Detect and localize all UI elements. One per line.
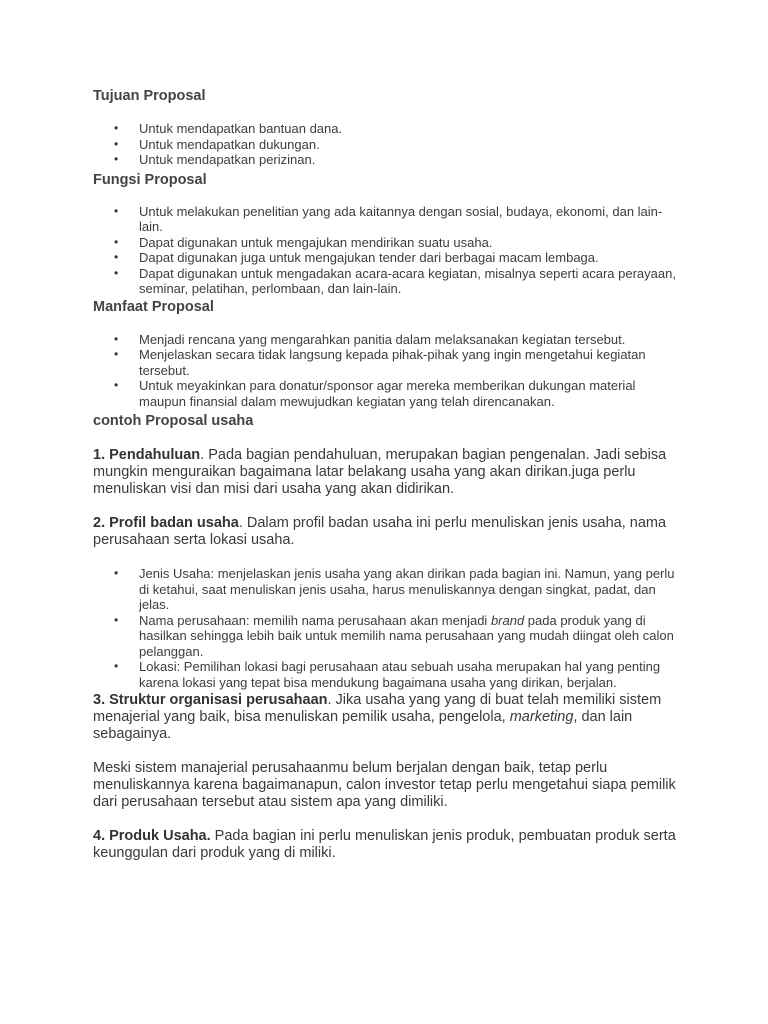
heading-contoh: contoh Proposal usaha (93, 413, 254, 429)
section-title: 3. Struktur organisasi perusahaan (93, 692, 328, 708)
list-item: • Menjadi rencana yang mengarahkan panitia dalam melaksanakan kegiatan tersebut. (93, 332, 683, 348)
section-text: . Pada bagian pendahuluan, merupakan bagian pengenalan. Jadi sebisa mungkin menguraikan bagaimana latar belakang usaha yang akan dirikan.juga perlu menuliskan visi dan misi dari usaha yang akan didirikan. (93, 447, 667, 497)
section-title: 4. Produk Usaha. (93, 828, 211, 844)
heading-tujuan: Tujuan Proposal (93, 88, 206, 104)
section-pendahuluan (93, 447, 683, 498)
heading-manfaat: Manfaat Proposal (93, 298, 214, 315)
list-item: • Dapat digunakan untuk mengajukan mendirikan suatu usaha. (93, 235, 683, 251)
list-item: • Jenis Usaha: menjelaskan jenis usaha yang akan dirikan pada bagian ini. Namun, yang perlu di ketahui, saat menuliskan jenis usaha, harus menuliskannya dengan singkat, padat, dan jelas. (93, 566, 683, 613)
list-fungsi (93, 204, 683, 297)
section-produk (93, 828, 683, 862)
list-item: • Lokasi: Pemilihan lokasi bagi perusahaan atau sebuah usaha merupakan hal yang penting karena lokasi yang tepat bisa mendukung bagaimana usaha yang dirikan, berjalan. (93, 659, 683, 690)
list-item: • Dapat digunakan juga untuk mengajukan tender dari berbagai macam lembaga. (93, 250, 683, 266)
document-page (93, 86, 683, 862)
list-tujuan (93, 121, 683, 168)
list-item: • Untuk melakukan penelitian yang ada kaitannya dengan sosial, budaya, ekonomi, dan lain-lain. (93, 204, 683, 235)
list-profil (93, 566, 683, 690)
list-item: • Untuk mendapatkan bantuan dana. (93, 121, 683, 137)
list-item: • Dapat digunakan untuk mengadakan acara-acara kegiatan, misalnya seperti acara perayaan, seminar, pelatihan, perlombaan, dan lain-lain. (93, 266, 683, 297)
section-struktur-para2: Meski sistem manajerial perusahaanmu belum berjalan dengan baik, tetap perlu menuliskannya karena bagaimanapun, calon investor tetap perlu mengetahui siapa pemilik dari perusahaan tersebut atau sistem apa yang dimiliki. (93, 760, 676, 810)
heading-fungsi: Fungsi Proposal (93, 171, 207, 188)
list-item: • Menjelaskan secara tidak langsung kepada pihak-pihak yang ingin mengetahui kegiatan tersebut. (93, 347, 683, 378)
list-manfaat (93, 332, 683, 410)
list-item: • Untuk meyakinkan para donatur/sponsor agar mereka memberikan dukungan material maupun finansial dalam mewujudkan kegiatan yang telah direncanakan. (93, 378, 683, 409)
section-text: . Dalam profil badan usaha ini perlu menuliskan jenis usaha, nama perusahaan serta lokasi usaha. (93, 515, 667, 548)
list-item: • Untuk mendapatkan dukungan. (93, 137, 683, 153)
section-struktur: 3. Struktur organisasi perusahaan. Jika usaha yang yang di buat telah memiliki sistem menajerial yang baik, bisa menuliskan pemilik usaha, pengelola, marketing, dan lain sebagainya. (93, 692, 662, 742)
list-item: • Nama perusahaan: memilih nama perusahaan akan menjadi brand pada produk yang di hasilkan sehingga lebih baik untuk memilih nama perusahaan yang mudah diingat oleh calon pelanggan. (93, 613, 683, 660)
brand-term: brand (490, 612, 525, 628)
section-text: Pada bagian ini perlu menuliskan jenis produk, pembuatan produk serta keunggulan dari produk yang di miliki. (93, 828, 676, 861)
marketing-term: marketing (509, 709, 574, 725)
section-title: 2. Profil badan usaha (93, 515, 239, 531)
list-item: • Untuk mendapatkan perizinan. (93, 152, 683, 168)
section-profil (93, 515, 683, 549)
section-title: 1. Pendahuluan (93, 447, 201, 463)
